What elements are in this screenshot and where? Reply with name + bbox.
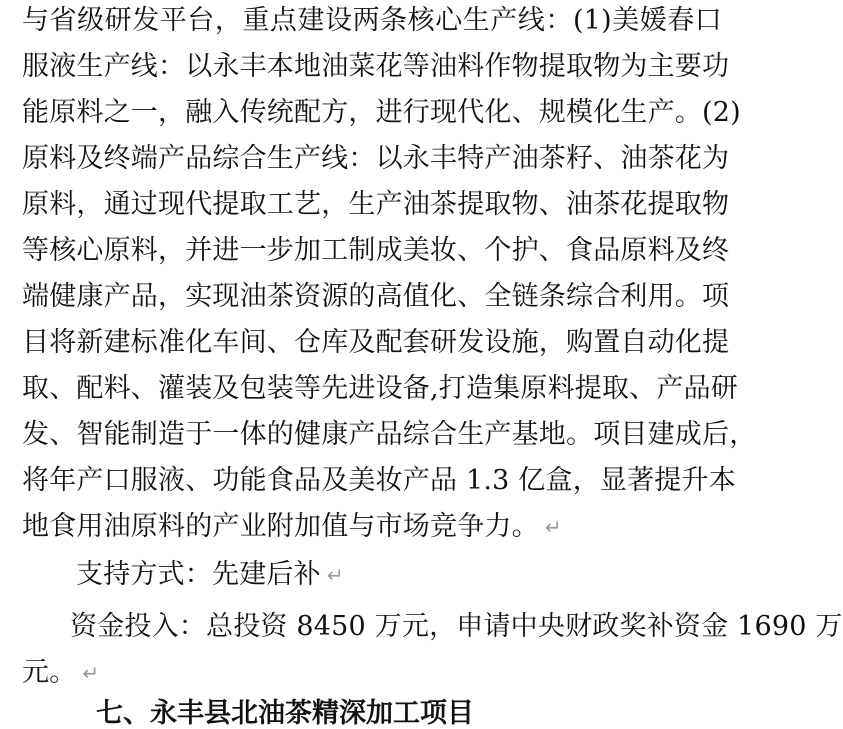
paragraph-line-9: 取、配料、灌装及包装等先进设备,打造集原料提取、产品研 — [22, 373, 738, 404]
support-method-line — [76, 552, 716, 598]
paragraph-line-7: 端健康产品，实现油茶资源的高值化、全链条综合利用。项 — [22, 281, 730, 312]
paragraph-line-12-text: 地食用油原料的产业附加值与市场竞争力。 — [22, 511, 539, 542]
paragraph-line-10: 发、智能制造于一体的健康产品综合生产基地。项目建成后， — [22, 419, 757, 450]
paragraph-line-12 — [22, 504, 722, 550]
paragraph-line-5: 原料，通过现代提取工艺，生产油茶提取物、油茶花提取物 — [22, 189, 730, 220]
paragraph-line-6: 等核心原料，并进一步加工制成美妆、个护、食品原料及终 — [22, 235, 730, 266]
paragraph-mark-icon: ↵ — [544, 515, 562, 539]
paragraph-line-8: 目将新建标准化车间、仓库及配套研发设施，购置自动化提 — [22, 327, 730, 358]
cut-off-heading — [96, 698, 474, 729]
paragraph-mark-icon: ↵ — [82, 661, 100, 685]
paragraph-line-2: 服液生产线：以永丰本地油菜花等油料作物提取物为主要功 — [22, 51, 730, 82]
paragraph-mark-icon: ↵ — [326, 563, 344, 587]
paragraph-line-1: 与省级研发平台，重点建设两条核心生产线：(1)美媛春口 — [22, 5, 722, 36]
paragraph-line-11: 将年产口服液、功能食品及美妆产品 1.3 亿盒，显著提升本 — [22, 465, 736, 496]
paragraph-line-3: 能原料之一，融入传统配方，进行现代化、规模化生产。(2) — [22, 97, 741, 128]
investment-line-tail — [22, 650, 722, 696]
support-method-text: 支持方式：先建后补 — [76, 559, 321, 590]
paragraph-line-4: 原料及终端产品综合生产线：以永丰特产油茶籽、油茶花为 — [22, 143, 730, 174]
investment-tail-text: 元。 — [22, 657, 77, 688]
cut-off-heading-text: 七、永丰县北油茶精深加工项目 — [96, 698, 474, 729]
investment-line: 资金投入：总投资 8450 万元，申请中央财政奖补资金 1690 万 — [70, 611, 843, 642]
